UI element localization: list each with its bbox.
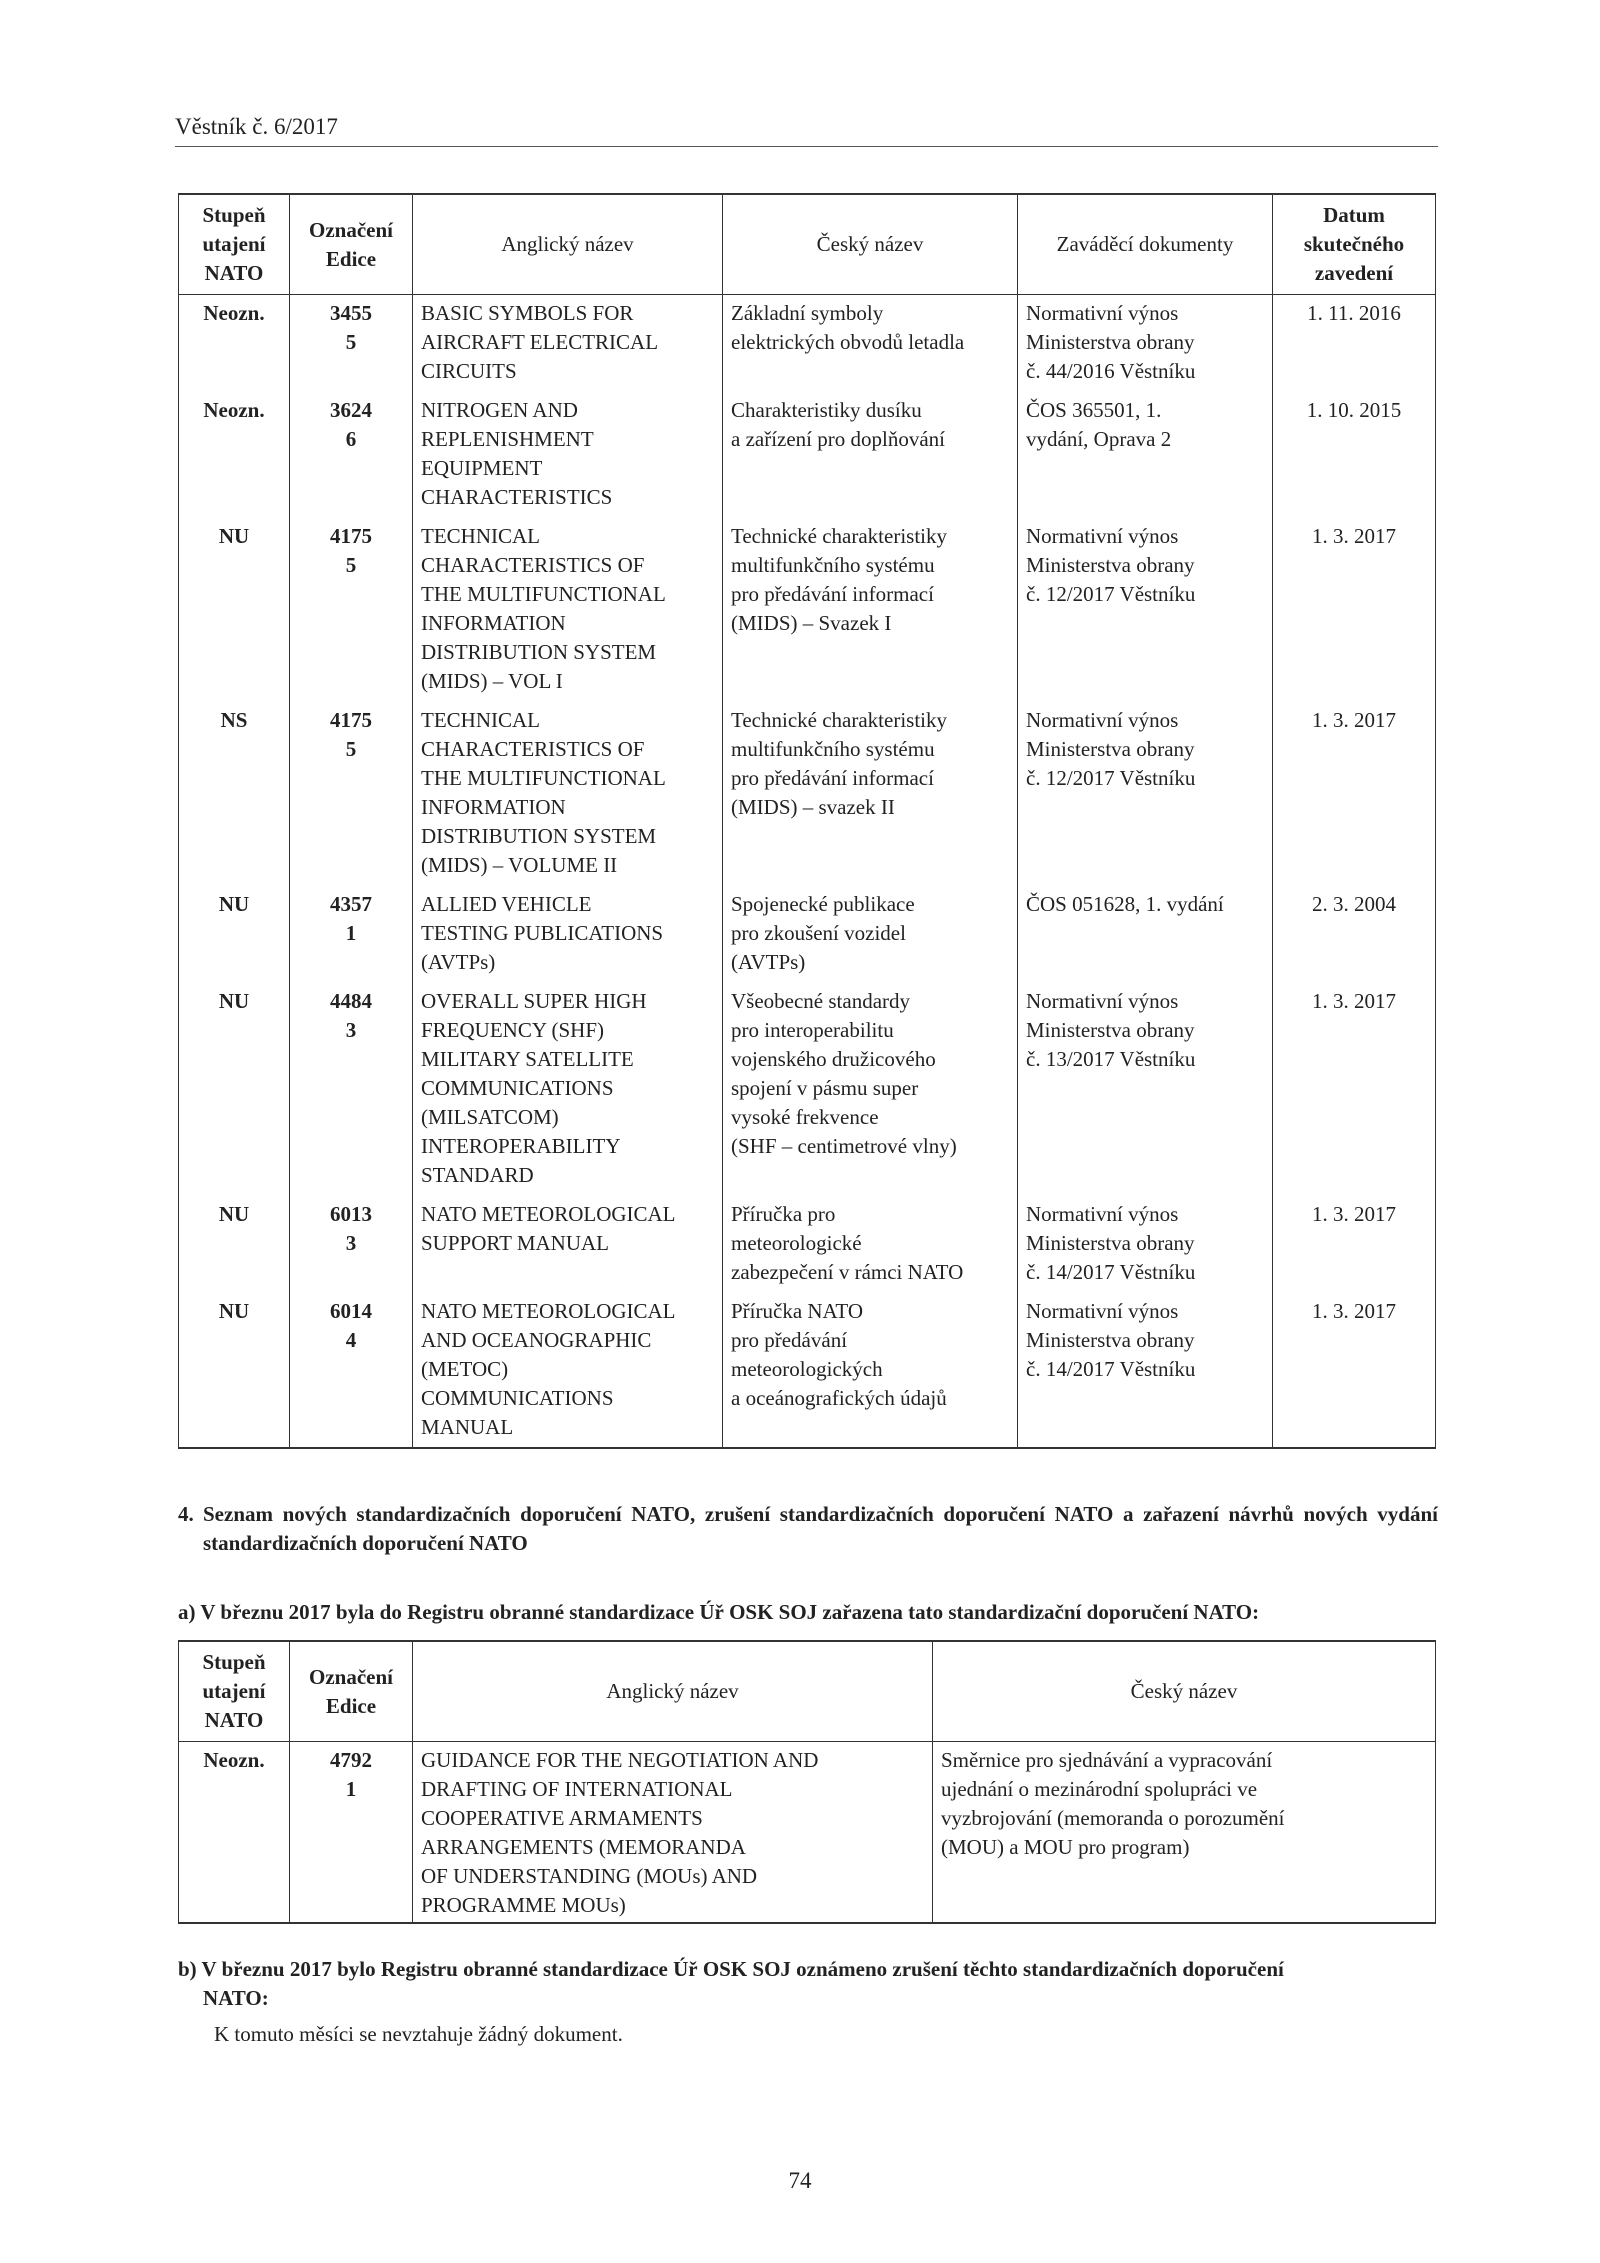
cell-anglicky: NITROGEN AND REPLENISHMENT EQUIPMENT CHARACTERISTICS	[413, 392, 723, 518]
cell-cesky: Příručka pro meteorologické zabezpečení v rámci NATO	[723, 1196, 1018, 1293]
cell-cesky: Spojenecké publikace pro zkoušení vozidel (AVTPs)	[723, 886, 1018, 983]
cell-oznaceni: 4357 1	[290, 886, 413, 983]
table-row	[179, 886, 1436, 983]
cell-datum: 1. 3. 2017	[1273, 1196, 1436, 1293]
cell-oznaceni: 6014 4	[290, 1293, 413, 1448]
table-header-row	[179, 194, 1436, 295]
cell-oznaceni: 4175 5	[290, 518, 413, 702]
cell-stupen: Neozn.	[179, 295, 290, 392]
cell-zavadeci: Normativní výnos Ministerstva obrany č. 13/2017 Věstníku	[1018, 983, 1273, 1196]
cell-zavadeci: ČOS 365501, 1. vydání, Oprava 2	[1018, 392, 1273, 518]
cell-stupen: NU	[179, 886, 290, 983]
cell-zavadeci: Normativní výnos Ministerstva obrany č. 44/2016 Věstníku	[1018, 295, 1273, 392]
section-a-heading: a) V březnu 2017 byla do Registru obranné standardizace Úř OSK SOJ zařazena tato standardizační doporučení NATO:	[178, 1600, 1260, 1624]
cell-zavadeci: Normativní výnos Ministerstva obrany č. 12/2017 Věstníku	[1018, 702, 1273, 886]
header-oznaceni: Označení Edice	[290, 194, 413, 295]
table-row	[179, 702, 1436, 886]
header-anglicky: Anglický název	[413, 194, 723, 295]
table-row	[179, 1742, 1436, 1924]
table-row	[179, 295, 1436, 392]
cell-stupen: NU	[179, 518, 290, 702]
cell-zavadeci: Normativní výnos Ministerstva obrany č. 12/2017 Věstníku	[1018, 518, 1273, 702]
cell-cesky: Příručka NATO pro předávání meteorologických a oceánografických údajů	[723, 1293, 1018, 1448]
cell-anglicky: TECHNICAL CHARACTERISTICS OF THE MULTIFUNCTIONAL INFORMATION DISTRIBUTION SYSTEM (MIDS) – VOLUME II	[413, 702, 723, 886]
cell-oznaceni: 3455 5	[290, 295, 413, 392]
header-datum: Datum skutečného zavedení	[1273, 194, 1436, 295]
table-row	[179, 1293, 1436, 1448]
table-row	[179, 1196, 1436, 1293]
cell-cesky: Základní symboly elektrických obvodů letadla	[723, 295, 1018, 392]
cell-stupen: NU	[179, 1293, 290, 1448]
cell-cesky: Technické charakteristiky multifunkčního systému pro předávání informací (MIDS) – svazek II	[723, 702, 1018, 886]
cell-oznaceni: 3624 6	[290, 392, 413, 518]
standards-table-2	[178, 1640, 1436, 1924]
header-anglicky: Anglický název	[413, 1641, 933, 1742]
header-cesky: Český název	[723, 194, 1018, 295]
cell-datum: 1. 3. 2017	[1273, 702, 1436, 886]
cell-zavadeci: Normativní výnos Ministerstva obrany č. 14/2017 Věstníku	[1018, 1293, 1273, 1448]
cell-anglicky: NATO METEOROLOGICAL SUPPORT MANUAL	[413, 1196, 723, 1293]
page-header	[175, 112, 1438, 147]
cell-anglicky: BASIC SYMBOLS FOR AIRCRAFT ELECTRICAL CIRCUITS	[413, 295, 723, 392]
cell-oznaceni: 6013 3	[290, 1196, 413, 1293]
no-documents-note: K tomuto měsíci se nevztahuje žádný dokument.	[214, 2022, 623, 2046]
cell-oznaceni: 4792 1	[290, 1742, 413, 1924]
table-header-row	[179, 1641, 1436, 1742]
cell-anglicky: TECHNICAL CHARACTERISTICS OF THE MULTIFUNCTIONAL INFORMATION DISTRIBUTION SYSTEM (MIDS) – VOL I	[413, 518, 723, 702]
cell-datum: 1. 3. 2017	[1273, 518, 1436, 702]
cell-oznaceni: 4484 3	[290, 983, 413, 1196]
cell-cesky: Technické charakteristiky multifunkčního systému pro předávání informací (MIDS) – Svazek I	[723, 518, 1018, 702]
cell-anglicky: NATO METEOROLOGICAL AND OCEANOGRAPHIC (METOC) COMMUNICATIONS MANUAL	[413, 1293, 723, 1448]
cell-oznaceni: 4175 5	[290, 702, 413, 886]
cell-datum: 1. 10. 2015	[1273, 392, 1436, 518]
header-stupen: Stupeň utajení NATO	[179, 1641, 290, 1742]
header-zavadeci: Zaváděcí dokumenty	[1018, 194, 1273, 295]
cell-stupen: Neozn.	[179, 1742, 290, 1924]
cell-cesky: Charakteristiky dusíku a zařízení pro doplňování	[723, 392, 1018, 518]
header-oznaceni: Označení Edice	[290, 1641, 413, 1742]
cell-anglicky: GUIDANCE FOR THE NEGOTIATION AND DRAFTING OF INTERNATIONAL COOPERATIVE ARMAMENTS ARRANGEMENTS (MEMORANDA OF UNDERSTANDING (MOUs) AND PROGRAMME MOUs)	[413, 1742, 933, 1924]
standards-table-1	[178, 193, 1436, 1449]
section-4-heading: 4. Seznam nových standardizačních doporučení NATO, zrušení standardizačních doporučení NATO a zařazení návrhů nových vydání standardizačních doporučení NATO	[178, 1502, 1438, 1555]
page-number: 74	[788, 2168, 812, 2193]
cell-zavadeci: ČOS 051628, 1. vydání	[1018, 886, 1273, 983]
cell-datum: 1. 3. 2017	[1273, 1293, 1436, 1448]
cell-stupen: NU	[179, 983, 290, 1196]
cell-cesky: Směrnice pro sjednávání a vypracování ujednání o mezinárodní spolupráci ve vyzbrojování (memoranda o porozumění (MOU) a MOU pro program)	[933, 1742, 1436, 1924]
cell-datum: 2. 3. 2004	[1273, 886, 1436, 983]
journal-title: Věstník č. 6/2017	[175, 114, 338, 139]
header-cesky: Český název	[933, 1641, 1436, 1742]
section-b-heading: b) V březnu 2017 bylo Registru obranné standardizace Úř OSK SOJ oznámeno zrušení těchto standardizačních doporučení NATO:	[178, 1957, 1284, 2010]
cell-stupen: NU	[179, 1196, 290, 1293]
cell-datum: 1. 11. 2016	[1273, 295, 1436, 392]
cell-cesky: Všeobecné standardy pro interoperabilitu vojenského družicového spojení v pásmu super vysoké frekvence (SHF – centimetrové vlny)	[723, 983, 1018, 1196]
table-row	[179, 392, 1436, 518]
cell-stupen: Neozn.	[179, 392, 290, 518]
cell-anglicky: OVERALL SUPER HIGH FREQUENCY (SHF) MILITARY SATELLITE COMMUNICATIONS (MILSATCOM) INTEROPERABILITY STANDARD	[413, 983, 723, 1196]
cell-stupen: NS	[179, 702, 290, 886]
cell-zavadeci: Normativní výnos Ministerstva obrany č. 14/2017 Věstníku	[1018, 1196, 1273, 1293]
header-stupen: Stupeň utajení NATO	[179, 194, 290, 295]
table-row	[179, 983, 1436, 1196]
cell-anglicky: ALLIED VEHICLE TESTING PUBLICATIONS (AVTPs)	[413, 886, 723, 983]
table-row	[179, 518, 1436, 702]
cell-datum: 1. 3. 2017	[1273, 983, 1436, 1196]
